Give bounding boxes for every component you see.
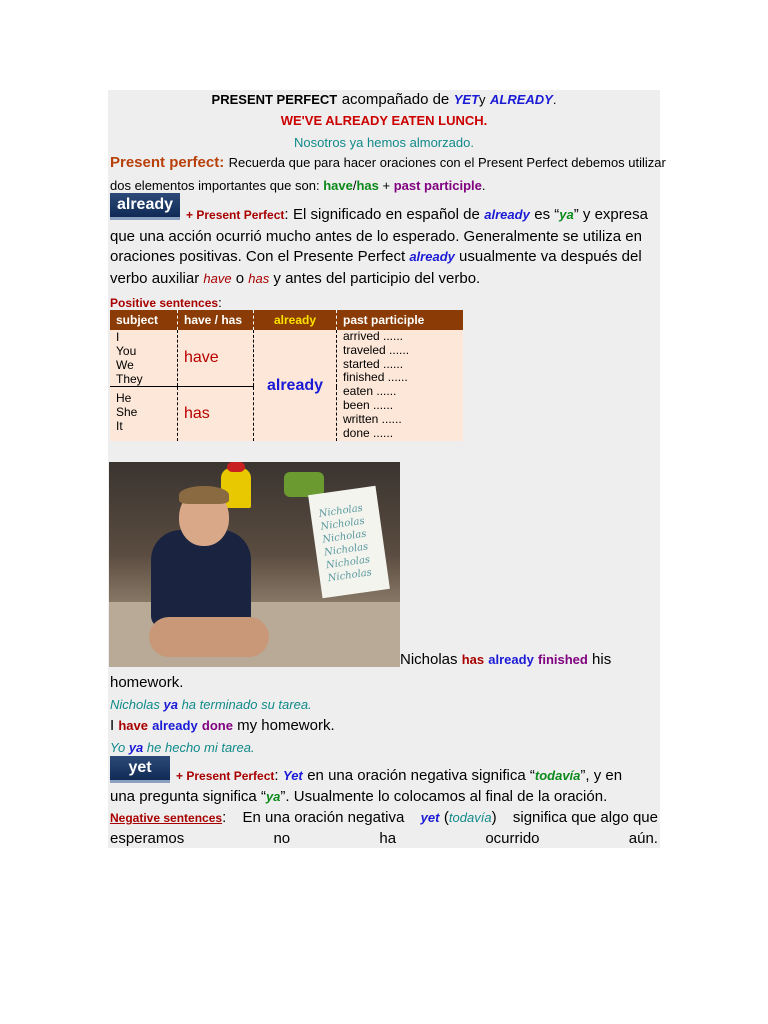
ex1-tr-b: ha terminado su tarea. bbox=[181, 697, 312, 712]
ex2-translation bbox=[110, 740, 255, 755]
yet-l3a: En una oración negativa bbox=[242, 809, 405, 826]
intro-line-2 bbox=[110, 178, 485, 193]
grammar-table bbox=[110, 310, 463, 441]
paper-line: Nicholas bbox=[321, 528, 368, 546]
headline: WE'VE ALREADY EATEN LUNCH. bbox=[280, 113, 488, 128]
already-l1b: es “ bbox=[534, 206, 560, 223]
already-line-3 bbox=[110, 248, 642, 265]
ex1-nicholas: Nicholas bbox=[400, 651, 458, 668]
boy-with-homework-photo bbox=[109, 462, 400, 667]
already-l4b: y antes del participio del verbo. bbox=[273, 270, 481, 287]
already-l3a: oraciones positivas. Con el Presente Perfect bbox=[110, 248, 406, 265]
ex1-finished: finished bbox=[538, 652, 588, 667]
subject-we: We bbox=[116, 358, 134, 372]
ex2-tr-a: Yo bbox=[110, 740, 126, 755]
intro-slash: / bbox=[352, 178, 357, 193]
already-badge: already bbox=[110, 193, 180, 220]
word-aun: aún. bbox=[628, 830, 658, 847]
ex2-rest: my homework. bbox=[237, 717, 335, 734]
already-has: has bbox=[248, 271, 270, 286]
ex1-his: his bbox=[592, 651, 612, 668]
already-line-2: que una acción ocurrió mucho antes de lo esperado. Generalmente se utiliza en bbox=[110, 228, 642, 245]
already-word: already bbox=[484, 207, 530, 222]
subjects-has-cell bbox=[110, 387, 178, 442]
paper-line: Nicholas bbox=[327, 567, 373, 585]
negative-sentences-label: Negative sentences bbox=[110, 811, 223, 825]
already-word-2: already bbox=[409, 249, 455, 264]
ex2-have: have bbox=[118, 718, 148, 733]
word-esperamos: esperamos bbox=[110, 830, 185, 847]
intro-past-participle: past participle bbox=[393, 178, 482, 193]
neg-colon: : bbox=[222, 809, 227, 826]
yet-paren-close: ) bbox=[491, 809, 497, 826]
yet-todavia-2: todavía bbox=[448, 810, 492, 825]
table-header-row bbox=[110, 310, 463, 330]
example-1-line bbox=[400, 651, 611, 668]
ex2-tr-b: he hecho mi tarea. bbox=[146, 740, 255, 755]
intro-have: have bbox=[323, 178, 353, 193]
adverb-already-cell: already bbox=[254, 330, 337, 441]
ex1-already: already bbox=[488, 652, 534, 667]
yet-line-1-left bbox=[176, 767, 622, 785]
already-l1a: El significado en español de bbox=[293, 206, 480, 223]
participle-been: been ...... bbox=[343, 397, 394, 412]
ex1-tr-a: Nicholas bbox=[110, 697, 160, 712]
yet-colon: : bbox=[274, 767, 279, 784]
table-header-already: already bbox=[254, 310, 337, 330]
already-o: o bbox=[235, 270, 245, 287]
participle-done: done ...... bbox=[343, 425, 394, 440]
word-ocurrido: ocurrido bbox=[485, 830, 540, 847]
ex2-i: I bbox=[110, 717, 115, 734]
boy-legs bbox=[149, 617, 269, 657]
headline-translation: Nosotros ya hemos almorzado. bbox=[294, 135, 474, 150]
already-l3b: usualmente va después del bbox=[459, 248, 642, 265]
yet-word: Yet bbox=[283, 768, 303, 783]
already-l4a: verbo auxiliar bbox=[110, 270, 200, 287]
page-title bbox=[0, 91, 768, 109]
already-line-4 bbox=[110, 270, 480, 287]
ex1-has: has bbox=[461, 652, 485, 667]
subjects-have-cell bbox=[110, 330, 178, 387]
table-row-have bbox=[110, 330, 463, 387]
toy-red bbox=[227, 462, 245, 472]
aux-has-cell: has bbox=[178, 387, 254, 442]
already-have: have bbox=[203, 271, 232, 286]
title-y: y bbox=[479, 92, 486, 107]
subject-he: He bbox=[116, 391, 132, 405]
intro-text-2: dos elementos importantes que son: bbox=[110, 178, 320, 193]
subject-she: She bbox=[116, 405, 138, 419]
word-ha: ha bbox=[379, 830, 397, 847]
participle-eaten: eaten ...... bbox=[343, 384, 397, 399]
participle-started: started ...... bbox=[343, 356, 404, 371]
example-2-line bbox=[110, 717, 335, 734]
intro-label: Present perfect: bbox=[110, 154, 225, 171]
ex1-homework: homework. bbox=[110, 674, 184, 691]
positive-label: Positive sentences bbox=[110, 296, 219, 310]
yet-paren-group bbox=[421, 809, 497, 827]
subject-you: You bbox=[116, 344, 137, 358]
boy-hair bbox=[179, 486, 229, 504]
paper-line: Nicholas bbox=[323, 541, 369, 559]
title-yet: YET bbox=[453, 92, 480, 107]
yet-todavia: todavía bbox=[534, 768, 581, 783]
title-accompanied: acompañado de bbox=[341, 91, 450, 108]
yet-plus-label: + Present Perfect bbox=[176, 769, 275, 783]
participle-traveled: traveled ...... bbox=[343, 342, 410, 357]
yet-paren-open: ( bbox=[443, 809, 449, 826]
yet-l1b: ”, y en bbox=[580, 767, 623, 784]
yet-line-1 bbox=[176, 767, 658, 785]
homework-paper bbox=[308, 486, 390, 598]
yet-l1a: en una oración negativa significa “ bbox=[307, 767, 535, 784]
subject-it: It bbox=[116, 419, 123, 433]
yet-line-3 bbox=[110, 809, 658, 827]
yet-word-2: yet bbox=[420, 810, 440, 825]
already-line-1 bbox=[186, 206, 648, 224]
table-header-subject: subject bbox=[110, 310, 178, 330]
participle-finished: finished ...... bbox=[343, 370, 408, 385]
aux-have-cell: have bbox=[178, 330, 254, 387]
participle-arrived: arrived ...... bbox=[343, 329, 404, 343]
ex2-already: already bbox=[152, 718, 198, 733]
already-ya: ya bbox=[559, 207, 574, 222]
already-colon: : bbox=[284, 206, 289, 223]
intro-text: Recuerda que para hacer oraciones con el Present Perfect debemos utilizar bbox=[228, 155, 666, 170]
paper-line: Nicholas bbox=[319, 515, 366, 533]
word-no: no bbox=[273, 830, 291, 847]
intro-has: has bbox=[356, 178, 379, 193]
paper-line: Nicholas bbox=[325, 554, 371, 572]
title-already: ALREADY bbox=[489, 92, 553, 107]
yet-ya: ya bbox=[265, 789, 281, 804]
already-l1c: ” y expresa bbox=[573, 206, 648, 223]
title-period: . bbox=[552, 92, 557, 107]
yet-line-4 bbox=[110, 830, 658, 847]
table-header-past-participle: past participle bbox=[337, 310, 464, 330]
neg-label-group bbox=[110, 809, 226, 827]
already-plus-label: + Present Perfect bbox=[186, 208, 285, 222]
yet-badge: yet bbox=[110, 756, 170, 783]
subject-i: I bbox=[116, 330, 120, 344]
yet-l3b: significa que algo que bbox=[512, 809, 658, 826]
ex1-translation bbox=[110, 697, 312, 712]
yet-l2b: ”. Usualmente lo colocamos al final de la oración. bbox=[280, 788, 608, 805]
paper-line: Nicholas bbox=[318, 502, 364, 520]
ex1-tr-ya: ya bbox=[163, 697, 178, 712]
positive-colon: : bbox=[218, 295, 222, 310]
participles-cell bbox=[337, 330, 464, 441]
subject-they: They bbox=[116, 372, 143, 386]
ex2-done: done bbox=[201, 718, 233, 733]
yet-line-2 bbox=[110, 788, 607, 805]
intro-line-1 bbox=[110, 154, 666, 172]
title-present-perfect: PRESENT PERFECT bbox=[211, 92, 338, 107]
table-header-have-has: have / has bbox=[178, 310, 254, 330]
ex2-tr-ya: ya bbox=[128, 740, 144, 755]
participle-written: written ...... bbox=[343, 411, 402, 426]
intro-end: . bbox=[481, 178, 486, 193]
yet-l2a: una pregunta significa “ bbox=[110, 788, 266, 805]
intro-plus: + bbox=[382, 178, 391, 193]
